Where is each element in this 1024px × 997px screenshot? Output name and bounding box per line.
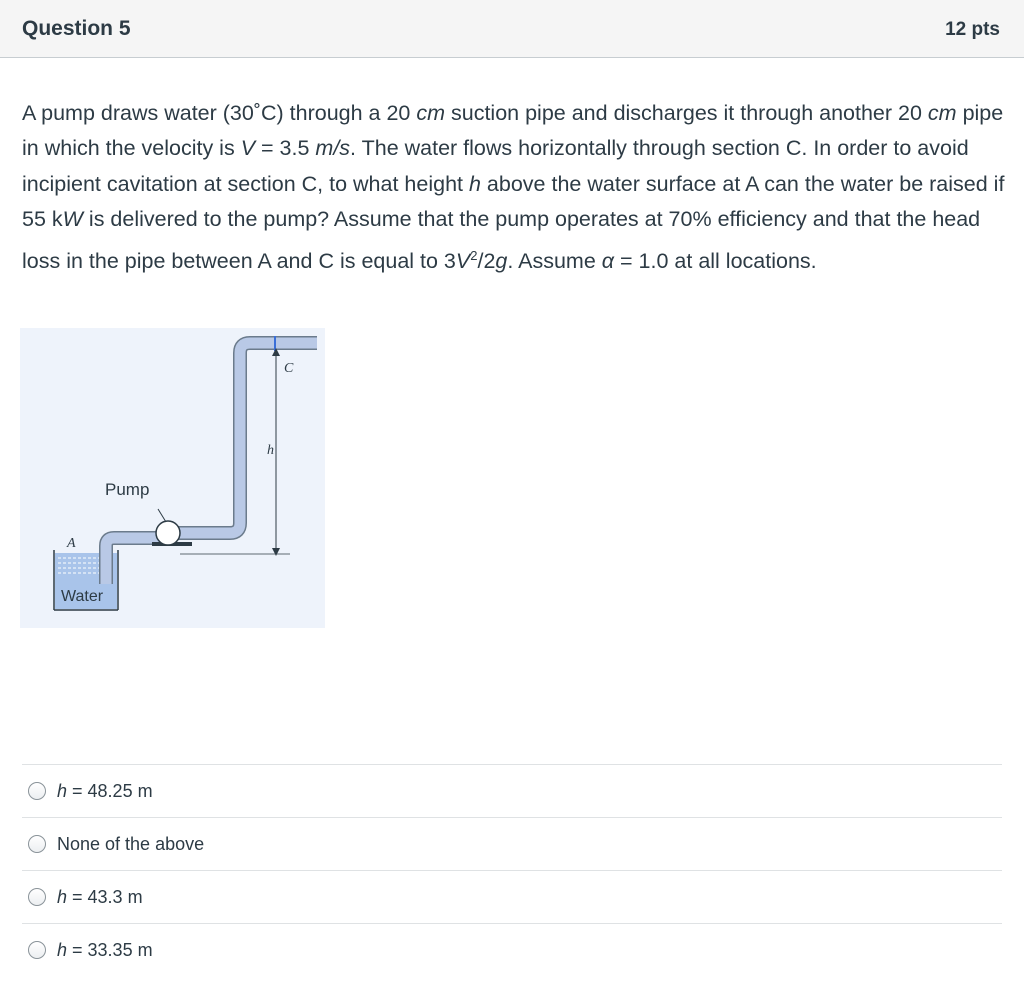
- question-text: A pump draws water (30˚C) through a 20 cm suction pipe and discharges it through another 20 cm pipe in which the velocity is V = 3.5 m/s. The water flows horizontally through section C. In order to avoid incipient cavitation at section C, to what height h above the water surface at A can the water be raised if 55 kW is delivered to the pump? Assume that the pump operates at 70% efficiency and that the head loss in the pipe between A and C is equal to $3V^2/2g$. Assume α = 1.0 at all locations.: [22, 101, 1005, 273]
- radio-button[interactable]: [28, 782, 46, 800]
- height-h-label: h: [267, 443, 274, 458]
- answer-option-3[interactable]: [22, 870, 1002, 923]
- pump-body: [156, 521, 180, 545]
- question-header: [0, 0, 1024, 58]
- answer-label: h = 33.35 m: [57, 939, 153, 960]
- question-points: 12 pts: [945, 19, 1000, 40]
- water-label: Water: [61, 588, 104, 605]
- answer-option-4[interactable]: [22, 923, 1002, 976]
- answer-option-2[interactable]: [22, 817, 1002, 870]
- answer-label: h = 43.3 m: [57, 886, 143, 907]
- radio-button[interactable]: [28, 941, 46, 959]
- answer-options: [22, 764, 1002, 976]
- pump-diagram: [20, 328, 325, 628]
- answer-option-1[interactable]: [22, 764, 1002, 817]
- point-c-label: C: [284, 361, 294, 376]
- radio-button[interactable]: [28, 835, 46, 853]
- point-a-label: A: [67, 536, 76, 551]
- pump-label: Pump: [105, 480, 150, 499]
- answer-label: h = 48.25 m: [57, 780, 153, 801]
- pump-system-figure: [20, 328, 325, 628]
- question-title: Question 5: [22, 17, 131, 40]
- answer-label: None of the above: [57, 833, 205, 854]
- radio-button[interactable]: [28, 888, 46, 906]
